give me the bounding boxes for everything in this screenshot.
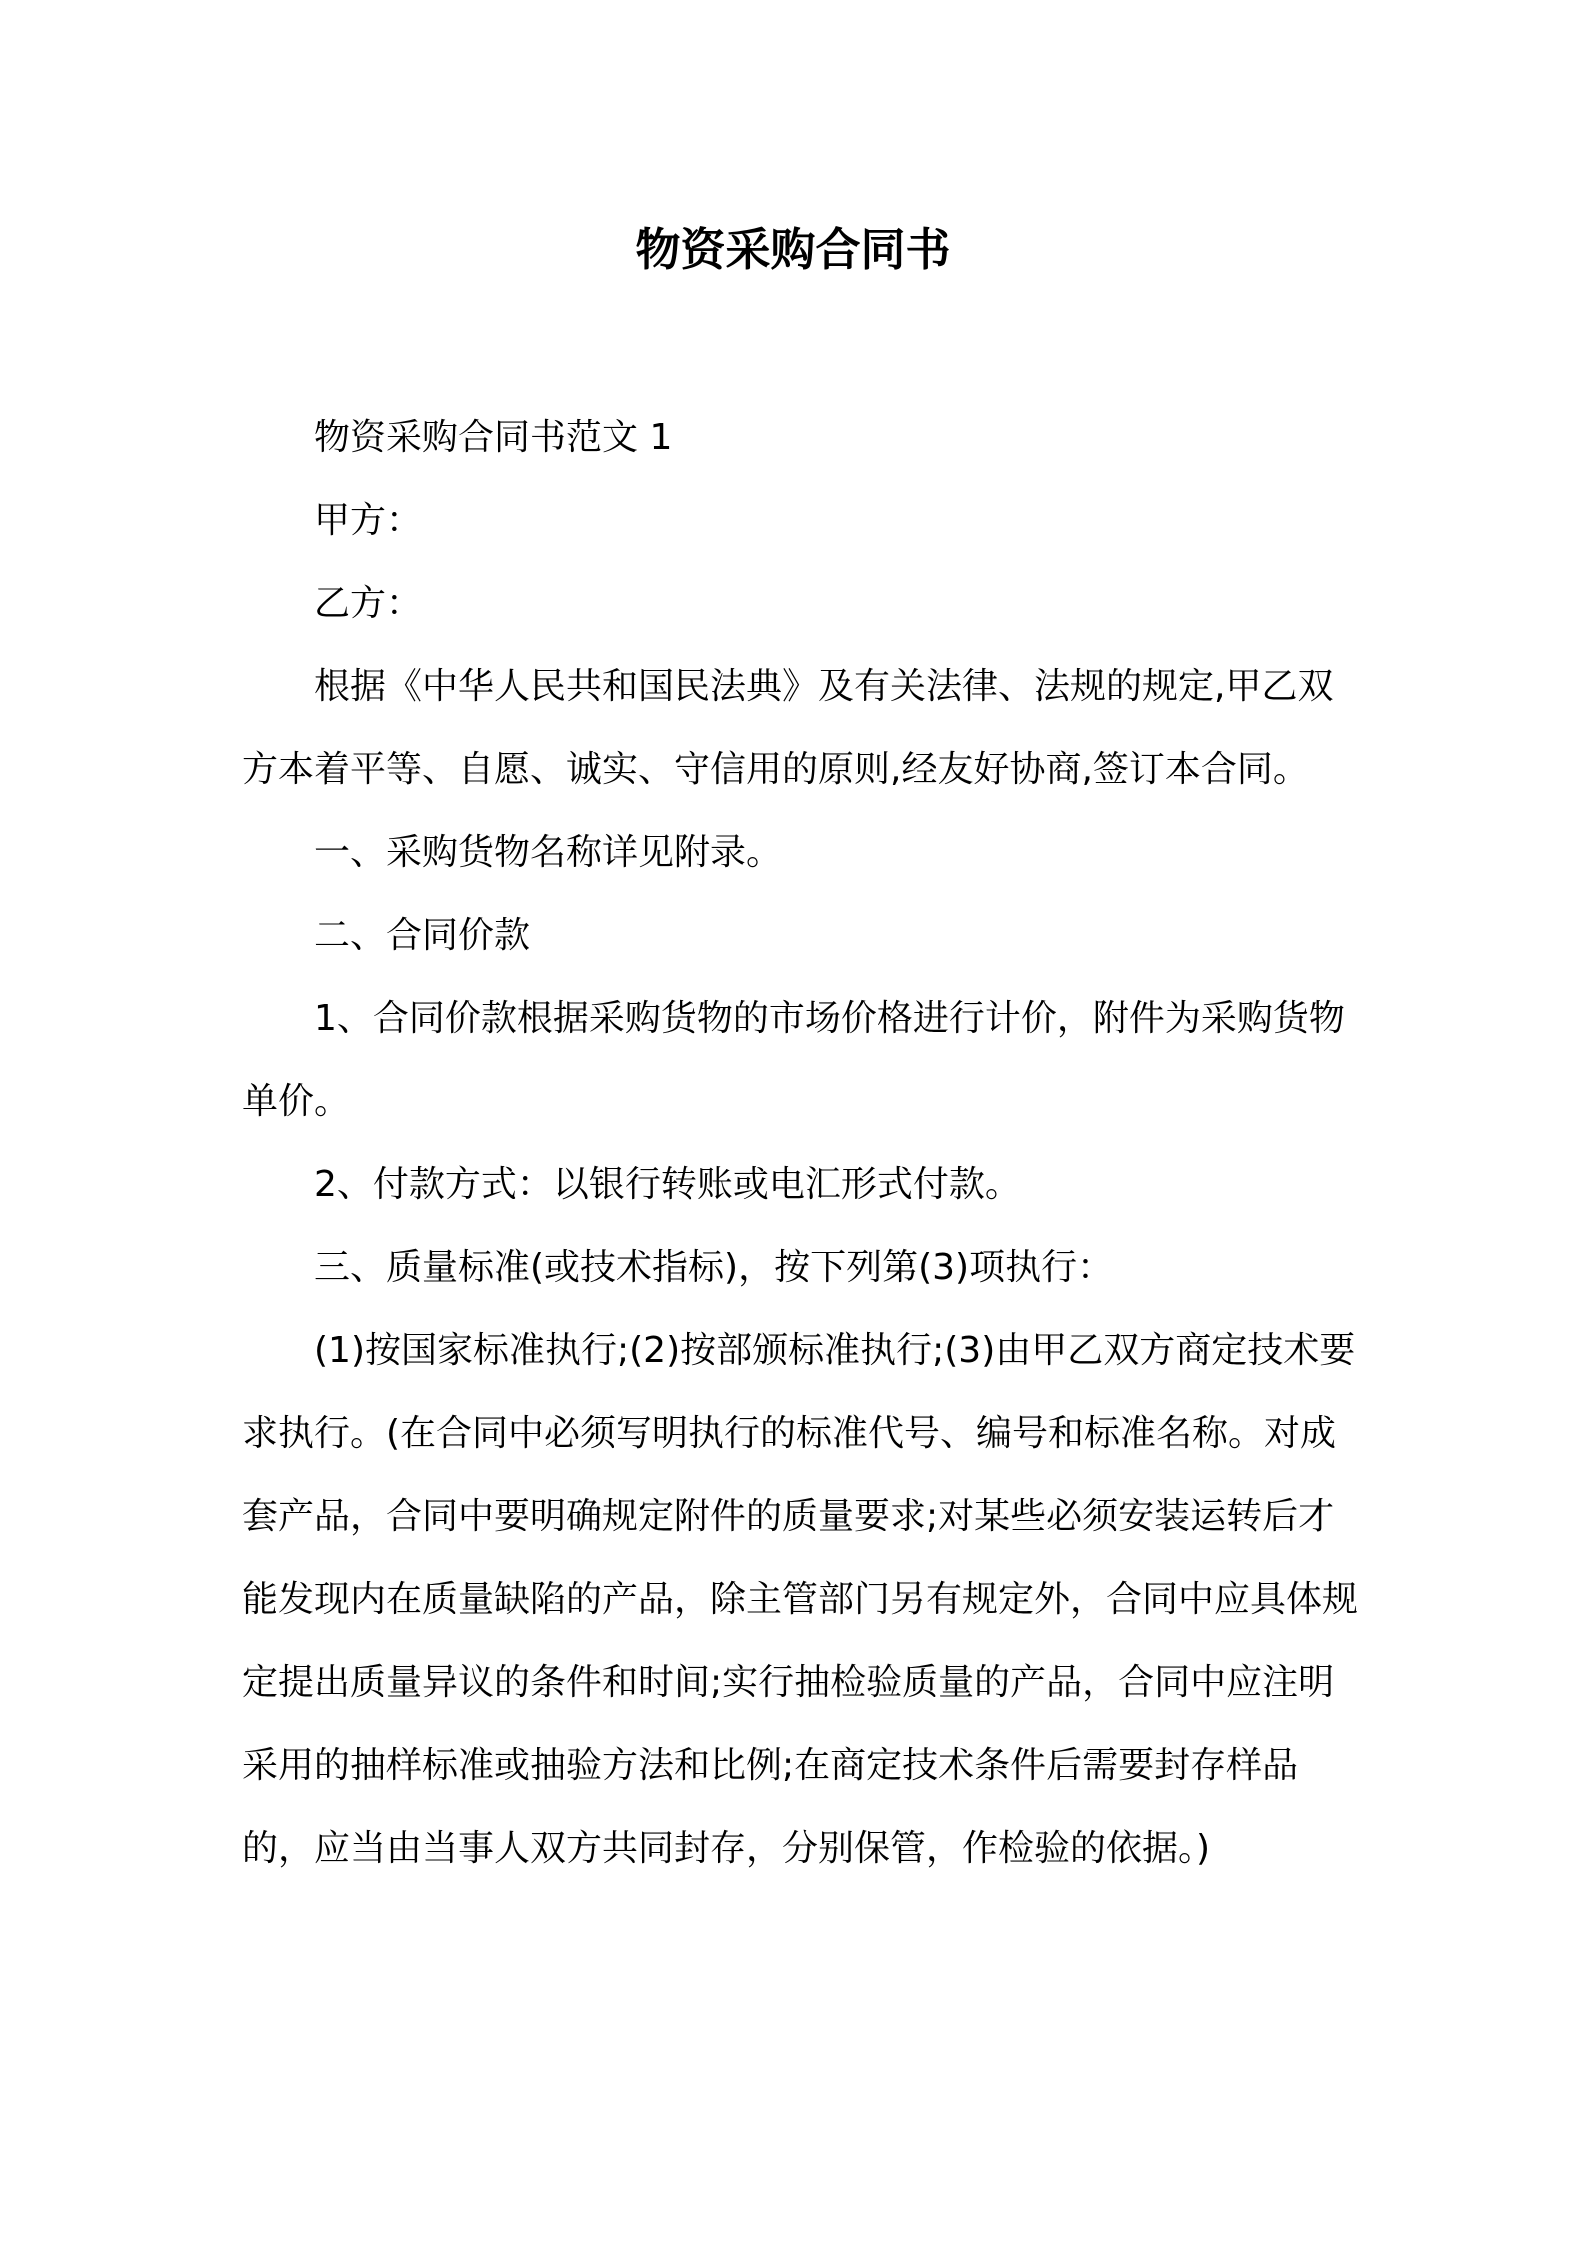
paragraph-heading-sample: 物资采购合同书范文 1 — [314, 417, 673, 458]
paragraph-section-1: 一、采购货物名称详见附录。 — [314, 832, 783, 873]
paragraph-quality-standards: (1)按国家标准执行;(2)按部颁标准执行;(3)由甲乙双方商定技术要求执行。(在合同中必须写明执行的标准代号、编号和标准名称。对成套产品，合同中要明确规定附件的质量要求;对某些必须安装运转后才能发现内在质量缺陷的产品，除主管部门另有规定外，合同中应具体规定提出质量异议的条件和时间;实行抽检验质量的产品，合同中应注明采用的抽样标准或抽验方法和比例;在商定技术条件后需要封存样品的，应当由当事人双方共同封存，分别保管，作检验的依据。) — [242, 1330, 1359, 1869]
paragraph-basis: 根据《中华人民共和国民法典》及有关法律、法规的规定,甲乙双方本着平等、自愿、诚实、守信用的原则,经友好协商,签订本合同。 — [242, 666, 1334, 790]
paragraph-section-2: 二、合同价款 — [314, 915, 531, 956]
paragraph-section-3: 三、质量标准(或技术指标)，按下列第(3)项执行： — [314, 1247, 1114, 1288]
paragraph-party-b: 乙方： — [314, 583, 423, 624]
paragraph-price-2: 2、付款方式：以银行转账或电汇形式付款。 — [314, 1164, 1021, 1205]
document-body — [242, 396, 1362, 1890]
paragraph-party-a: 甲方： — [314, 500, 423, 541]
paragraph-price-1: 1、合同价款根据采购货物的市场价格进行计价，附件为采购货物单价。 — [242, 998, 1345, 1122]
document-title: 物资采购合同书 — [635, 223, 951, 276]
